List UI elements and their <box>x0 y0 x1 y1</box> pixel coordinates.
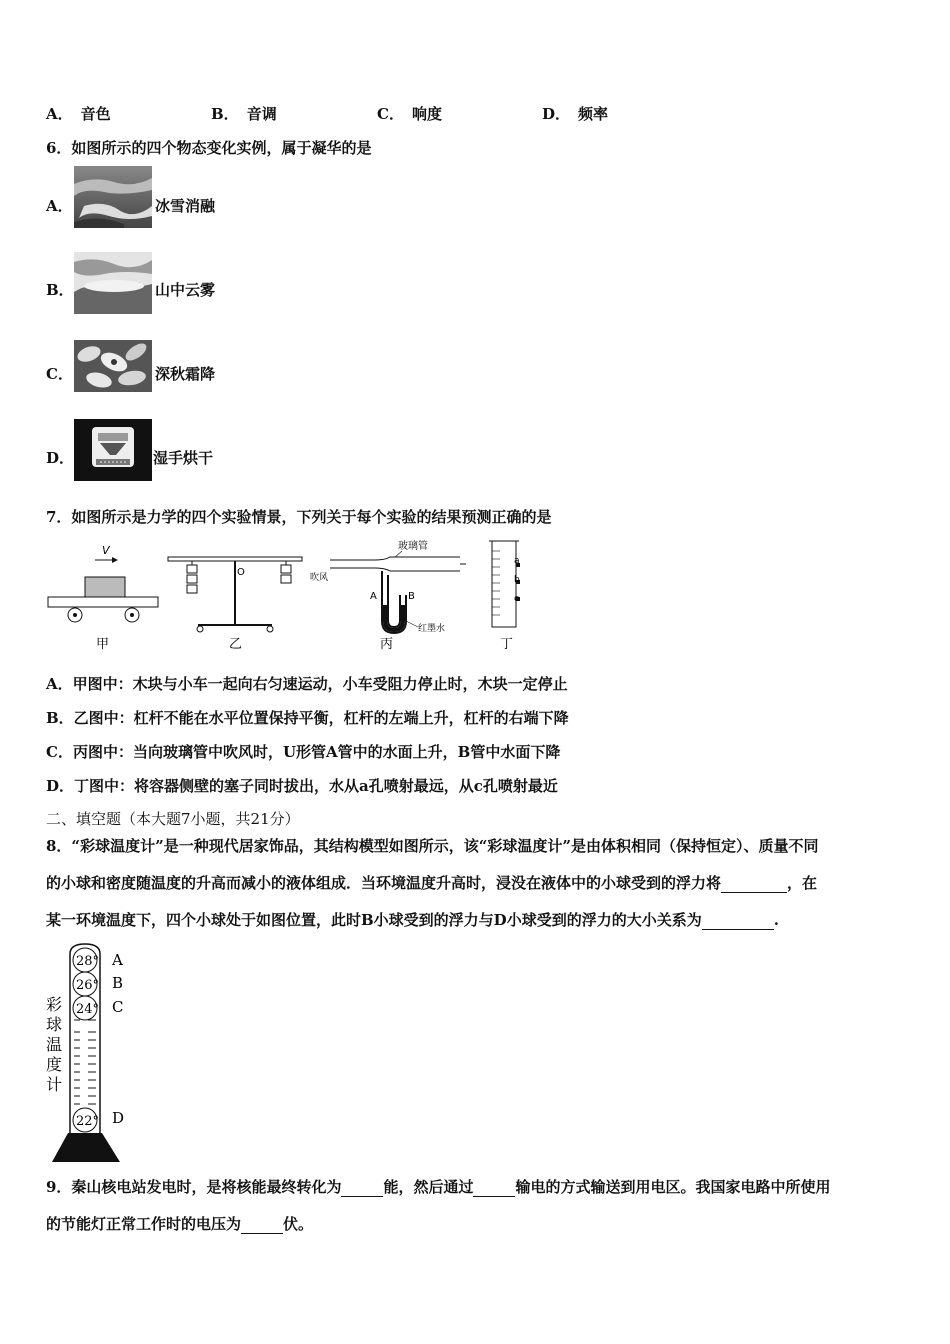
section-title: 二、填空题（本大题7小题，共21分） <box>46 810 300 828</box>
q5-option-d: D． 频率 <box>542 105 609 123</box>
q5-option-c: C． 响度 <box>377 105 442 123</box>
q5-option-b: B． 音调 <box>211 105 277 123</box>
q7-stem: 7．如图所示是力学的四个实验情景，下列关于每个实验的结果预测正确的是 <box>46 508 552 526</box>
q6-option-d-letter: D． <box>46 449 75 467</box>
q8-blank-2[interactable] <box>702 929 774 930</box>
svg-text:c: c <box>514 594 519 604</box>
q6-stem: 6．如图所示的四个物态变化实例，属于凝华的是 <box>46 139 372 157</box>
svg-text:B: B <box>112 974 124 992</box>
q6-option-c-letter: C． <box>46 365 73 383</box>
ball-d <box>73 1108 124 1132</box>
color-ball-thermometer <box>38 940 138 1165</box>
melting-snow-photo <box>74 166 152 228</box>
q6-option-d-text: 湿手烘干 <box>153 449 214 467</box>
svg-text:温: 温 <box>46 1035 63 1054</box>
q9-line2: 的节能灯正常工作时的电压为 伏。 <box>46 1215 314 1233</box>
svg-text:玻璃管: 玻璃管 <box>398 541 428 552</box>
u-tube-diagram <box>310 539 466 634</box>
svg-text:D: D <box>112 1109 125 1127</box>
frost-leaves-photo <box>74 335 152 397</box>
q7-figure <box>40 535 560 655</box>
svg-text:22°: 22° <box>76 1114 100 1129</box>
lever-diagram <box>168 557 302 632</box>
q6-option-b-letter: B． <box>46 281 74 299</box>
q6-option-a-text: 冰雪消融 <box>155 197 216 215</box>
svg-text:度: 度 <box>46 1055 63 1074</box>
q7-option-b: B．乙图中：杠杆不能在水平位置保持平衡，杠杆的左端上升，杠杆的右端下降 <box>46 709 569 727</box>
q7-option-d: D．丁图中：将容器侧壁的塞子同时拔出，水从a孔喷射最远，从c孔喷射最近 <box>46 777 558 795</box>
q6-option-a-letter: A． <box>46 197 73 215</box>
q7-option-c: C．丙图中：当向玻璃管中吹风时，U形管A管中的水面上升，B管中水面下降 <box>46 743 561 761</box>
container-diagram <box>489 541 520 627</box>
q8-blank-1[interactable] <box>721 892 787 893</box>
svg-text:O: O <box>237 567 245 578</box>
svg-text:A: A <box>112 951 123 969</box>
svg-text:吹风: 吹风 <box>310 573 329 583</box>
svg-text:a: a <box>514 556 520 566</box>
svg-text:C: C <box>112 998 124 1016</box>
caption-jia: 甲 <box>96 637 110 652</box>
svg-text:b: b <box>514 575 520 585</box>
svg-text:28°: 28° <box>76 954 100 969</box>
ball-c <box>73 996 123 1020</box>
svg-text:彩: 彩 <box>46 995 63 1014</box>
q9-blank-2[interactable] <box>473 1196 515 1197</box>
q9-line1: 9．秦山核电站发电时，是将核能最终转化为 能，然后通过 输电的方式输送到用电区。我国家电路中所使用 <box>46 1178 831 1196</box>
ball-b <box>73 972 123 996</box>
q9-blank-1[interactable] <box>341 1196 383 1197</box>
svg-text:计: 计 <box>46 1075 63 1094</box>
q8-line1: 8．“彩球温度计”是一种现代居家饰品，其结构模型如图所示，该“彩球温度计”是由体积相同（保持恒定）、质量不同 <box>46 837 819 855</box>
q6-option-c-text: 深秋霜降 <box>155 365 216 383</box>
caption-ding: 丁 <box>500 637 514 652</box>
q8-line3: 某一环境温度下，四个小球处于如图位置，此时B小球受到的浮力与D小球受到的浮力的大小关系为 . <box>46 911 779 929</box>
mountain-fog-photo <box>74 252 152 314</box>
q7-option-a: A．甲图中：木块与小车一起向右匀速运动，小车受阻力停止时，木块一定停止 <box>46 675 568 693</box>
q6-option-b-text: 山中云雾 <box>155 281 216 299</box>
caption-yi: 乙 <box>229 637 243 652</box>
svg-text:球: 球 <box>46 1015 63 1034</box>
cart-diagram <box>48 544 158 622</box>
q9-blank-3[interactable] <box>241 1233 283 1234</box>
svg-text:26°: 26° <box>76 978 100 993</box>
svg-text:24°: 24° <box>76 1002 100 1017</box>
hand-dryer-photo <box>74 419 152 481</box>
svg-text:A: A <box>370 591 377 602</box>
caption-bing: 丙 <box>380 637 394 652</box>
q8-line2: 的小球和密度随温度的升高而减小的液体组成．当环境温度升高时，浸没在液体中的小球受到的浮力将 ，在 <box>46 874 818 892</box>
ball-a <box>73 948 123 972</box>
svg-text:B: B <box>408 591 415 602</box>
svg-text:V: V <box>102 544 110 557</box>
q5-option-a: A． 音色 <box>46 105 111 123</box>
svg-text:红墨水: 红墨水 <box>418 624 446 634</box>
